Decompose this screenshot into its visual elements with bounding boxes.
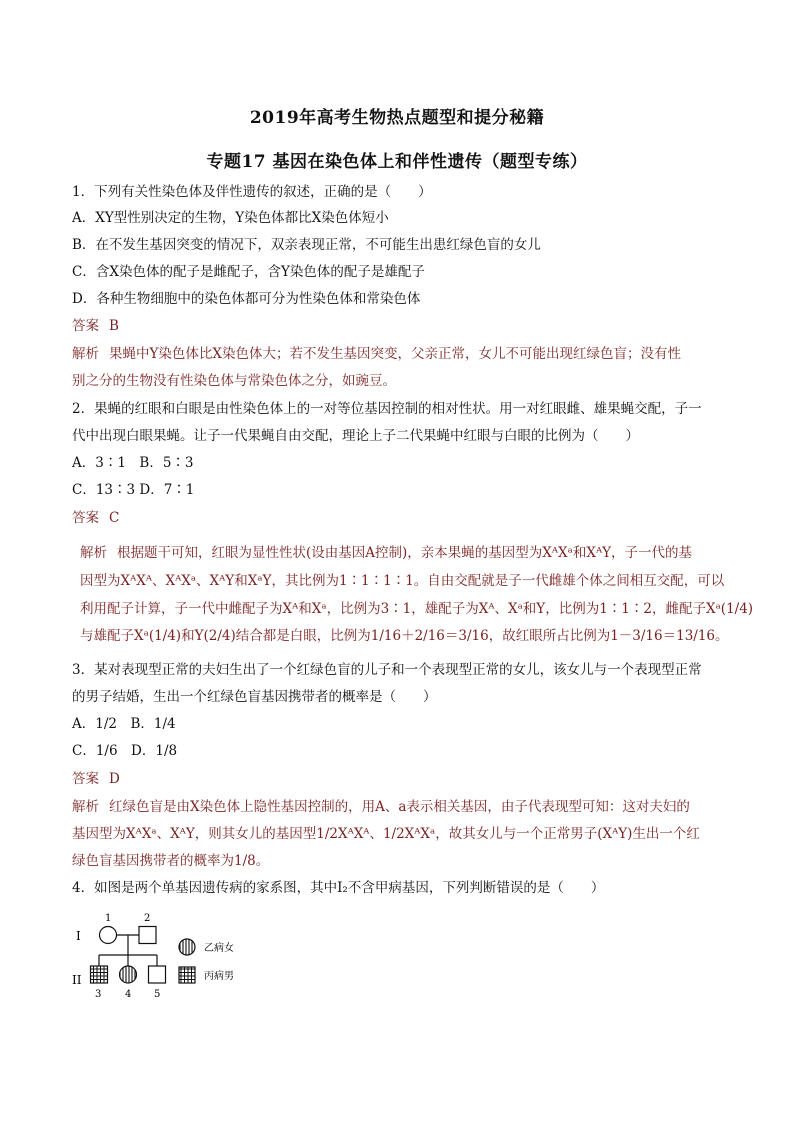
page-subtitle: 专题17 基因在染色体上和伴性遗传（题型专练） [206,152,588,172]
individual-4-number: 4 [125,989,132,1000]
q3-analysis-line-1 [72,797,690,817]
analysis-label: 解析 [72,799,99,815]
q2-answer [72,508,119,528]
q1-analysis-line-1 [72,344,681,364]
answer-value: D [109,771,120,787]
generation-1-label: I [76,929,81,943]
q1-analysis-line-2: 别之分的生物没有性染色体与常染色体之分，如豌豆。 [72,373,396,389]
q1-stem: 1．下列有关性染色体及伴性遗传的叙述，正确的是（ ） [72,184,432,200]
q2-stem-line-2: 代中出现白眼果蝇。让子一代果蝇自由交配，理论上子二代果蝇中红眼与白眼的比例为（ ） [72,428,639,444]
q1-answer [72,316,119,336]
analysis-label: 解析 [80,545,107,561]
pedigree-chart [68,905,368,1015]
q3-stem-line-2: 的男子结婚，生出一个红绿色盲基因携带者的概率是（ ） [72,689,437,705]
q3-analysis-line-3: 绿色盲基因携带者的概率为1/8。 [72,853,270,869]
individual-4-affected-female [120,966,137,983]
q3-options-cd: C．1/6 D．1/8 [72,743,178,759]
individual-1-female [100,927,117,944]
q4-stem: 4．如图是两个单基因遗传病的家系图，其中Ⅰ₂不含甲病基因，下列判断错误的是（ ） [72,880,605,896]
answer-value: C [109,510,120,526]
analysis-text: 果蝇中Y染色体比X染色体大；若不发生基因突变，父亲正常，女儿不可能出现红绿色盲；没有性 [109,346,682,362]
legend-male-label: 丙病男 [204,971,234,982]
q1-option-b: B．在不发生基因突变的情况下，双亲表现正常，不可能生出患红绿色盲的女儿 [72,237,541,253]
q3-analysis-line-2: 基因型为XᴬXᵃ、XᴬY，则其女儿的基因型1/2XᴬXᴬ、1/2XᴬXᵃ，故其女儿与一个正常男子(XᴬY)生出一个红 [72,826,700,842]
legend-male-symbol [179,967,195,983]
q2-analysis-line-4: 与雄配子Xᵃ(1/4)和Y(2/4)结合都是白眼，比例为1/16＋2/16＝3/16，故红眼所占比例为1－3/16＝13/16。 [80,628,729,644]
q2-analysis-line-3: 利用配子计算，子一代中雌配子为Xᴬ和Xᵃ，比例为3∶1，雄配子为Xᴬ、Xᵃ和Y，比例为1∶1∶2，雌配子Xᵃ(1/4) [80,601,754,617]
generation-2-label: II [72,973,82,987]
answer-label: 答案 [72,318,99,334]
q1-option-d: D．各种生物细胞中的染色体都可分为性染色体和常染色体 [72,291,421,307]
q1-option-a: A．XY型性别决定的生物，Y染色体都比X染色体短小 [72,210,389,226]
legend-female-label: 乙病女 [204,943,234,954]
individual-1-number: 1 [105,913,112,924]
q2-analysis-line-1 [80,543,692,563]
q1-option-c: C．含X染色体的配子是雌配子，含Y染色体的配子是雄配子 [72,264,425,280]
page-title: 2019年高考生物热点题型和提分秘籍 [249,108,545,128]
individual-5-number: 5 [154,989,161,1000]
q3-options-ab: A．1/2 B．1/4 [72,716,176,732]
individual-5-male [149,966,166,983]
analysis-text: 根据题干可知，红眼为显性性状(设由基因A控制)，亲本果蝇的基因型为XᴬXᵃ和XᴬY，子一代的基 [117,545,693,561]
analysis-text: 红绿色盲是由X染色体上隐性基因控制的，用A、a表示相关基因，由子代表现型可知：这对夫妇的 [109,799,690,815]
q2-stem-line-1: 2．果蝇的红眼和白眼是由性染色体上的一对等位基因控制的相对性状。用一对红眼雌、雄果蝇交配，子一 [72,401,702,417]
individual-2-male [139,927,156,944]
q2-analysis-line-2: 因型为XᴬXᴬ、XᴬXᵃ、XᴬY和XᵃY，其比例为1∶1∶1∶1。自由交配就是子一代雌雄个体之间相互交配，可以 [80,573,725,589]
individual-2-number: 2 [144,913,151,924]
answer-label: 答案 [72,510,99,526]
individual-3-affected-male [91,966,108,983]
answer-value: B [109,318,119,334]
q3-stem-line-1: 3．某对表现型正常的夫妇生出了一个红绿色盲的儿子和一个表现型正常的女儿，该女儿与一个表现型正常 [72,662,702,678]
q3-answer [72,769,120,789]
answer-label: 答案 [72,771,99,787]
analysis-label: 解析 [72,346,99,362]
legend-female-symbol [179,939,195,955]
q2-options-ab: A．3∶1 B．5∶3 [72,455,194,471]
individual-3-number: 3 [95,989,102,1000]
q2-options-cd: C．13∶3 D．7∶1 [72,482,195,498]
